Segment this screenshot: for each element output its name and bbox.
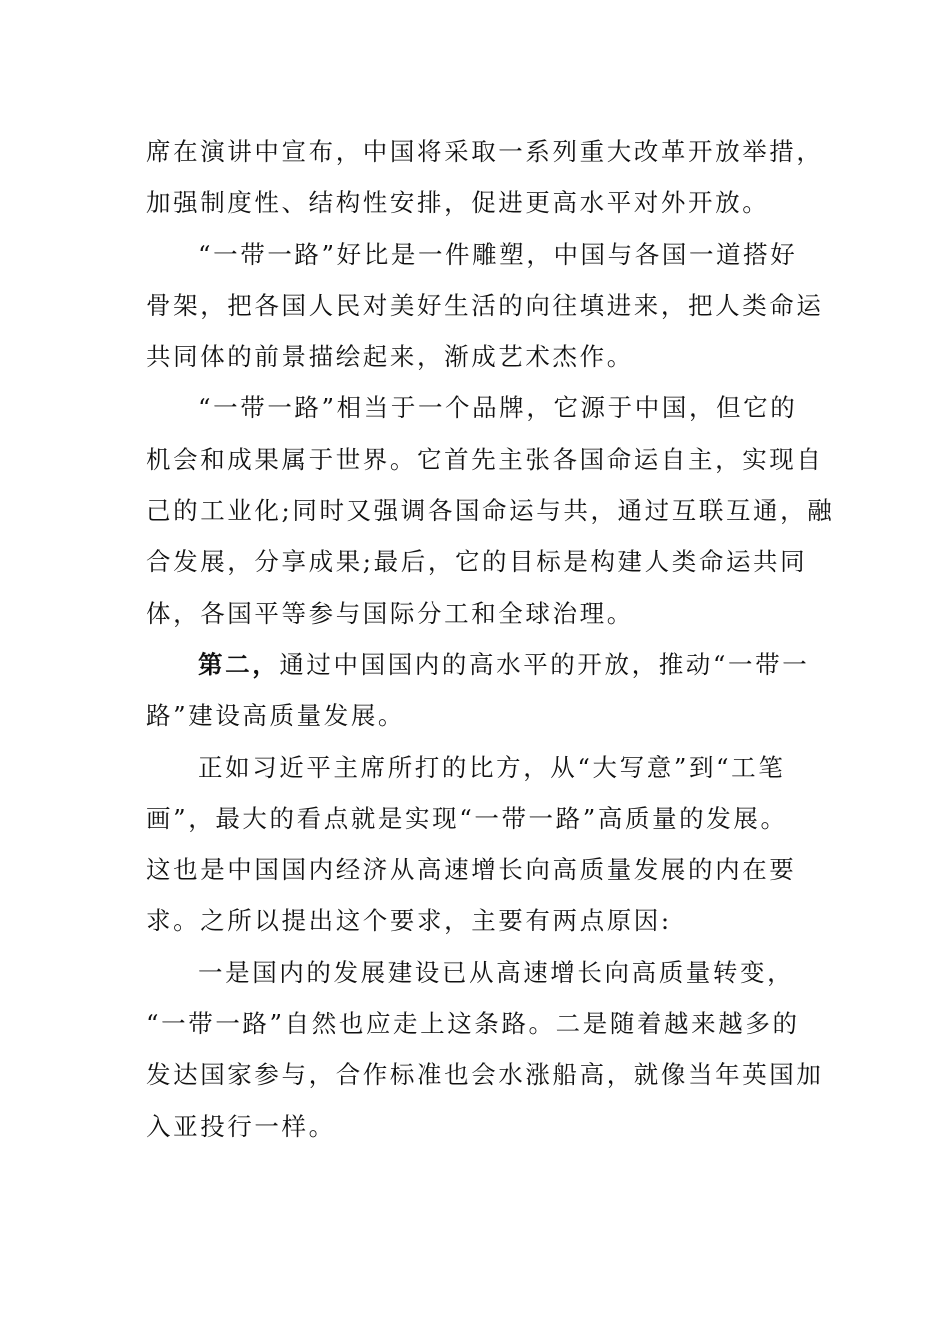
text-line: 加强制度性、结构性安排，促进更高水平对外开放。 (146, 188, 770, 218)
text-line-content: 通过中国国内的高水平的开放，推动“一带一 (279, 649, 810, 679)
text-line (146, 639, 810, 690)
text-line: 共同体的前景描绘起来，渐成艺术杰作。 (146, 342, 634, 372)
text-line: “一带一路”自然也应走上这条路。二是随着越来越多的 (146, 1009, 800, 1039)
text-line: 机会和成果属于世界。它首先主张各国命运自主，实现自 (146, 444, 824, 474)
text-line: 体，各国平等参与国际分工和全球治理。 (146, 598, 634, 628)
text-line: 入亚投行一样。 (146, 1111, 336, 1141)
text-line: “一带一路”好比是一件雕塑，中国与各国一道搭好 (198, 239, 798, 269)
text-line: 发达国家参与，合作标准也会水涨船高，就像当年英国加 (146, 1060, 824, 1090)
paragraph (146, 947, 824, 1152)
text-line: 正如习近平主席所打的比方，从“大写意”到“工笔 (198, 752, 786, 782)
paragraph (146, 229, 824, 383)
text-line: 画”，最大的看点就是实现“一带一路”高质量的发展。 (146, 803, 788, 833)
text-line: 这也是中国国内经济从高速增长向高质量发展的内在要 (146, 855, 797, 885)
text-line: 路”建设高质量发展。 (146, 701, 406, 731)
text-line: 求。之所以提出这个要求，主要有两点原因: (146, 906, 672, 936)
paragraph (146, 742, 796, 947)
text-line: “一带一路”相当于一个品牌，它源于中国，但它的 (198, 393, 798, 423)
paragraph-lead: 第二， (198, 649, 280, 679)
text-line: 己的工业化;同时又强调各国命运与共，通过互联互通，融 (146, 496, 835, 526)
document-body (146, 126, 835, 1152)
paragraph (146, 639, 810, 742)
text-line: 骨架，把各国人民对美好生活的向往填进来，把人类命运 (146, 290, 824, 320)
paragraph (146, 126, 824, 229)
text-line: 一是国内的发展建设已从高速增长向高质量转变， (198, 957, 795, 987)
paragraph (146, 382, 835, 638)
text-line: 合发展，分享成果;最后，它的目标是构建人类命运共同 (146, 547, 808, 577)
text-line: 席在演讲中宣布，中国将采取一系列重大改革开放举措， (146, 137, 824, 166)
